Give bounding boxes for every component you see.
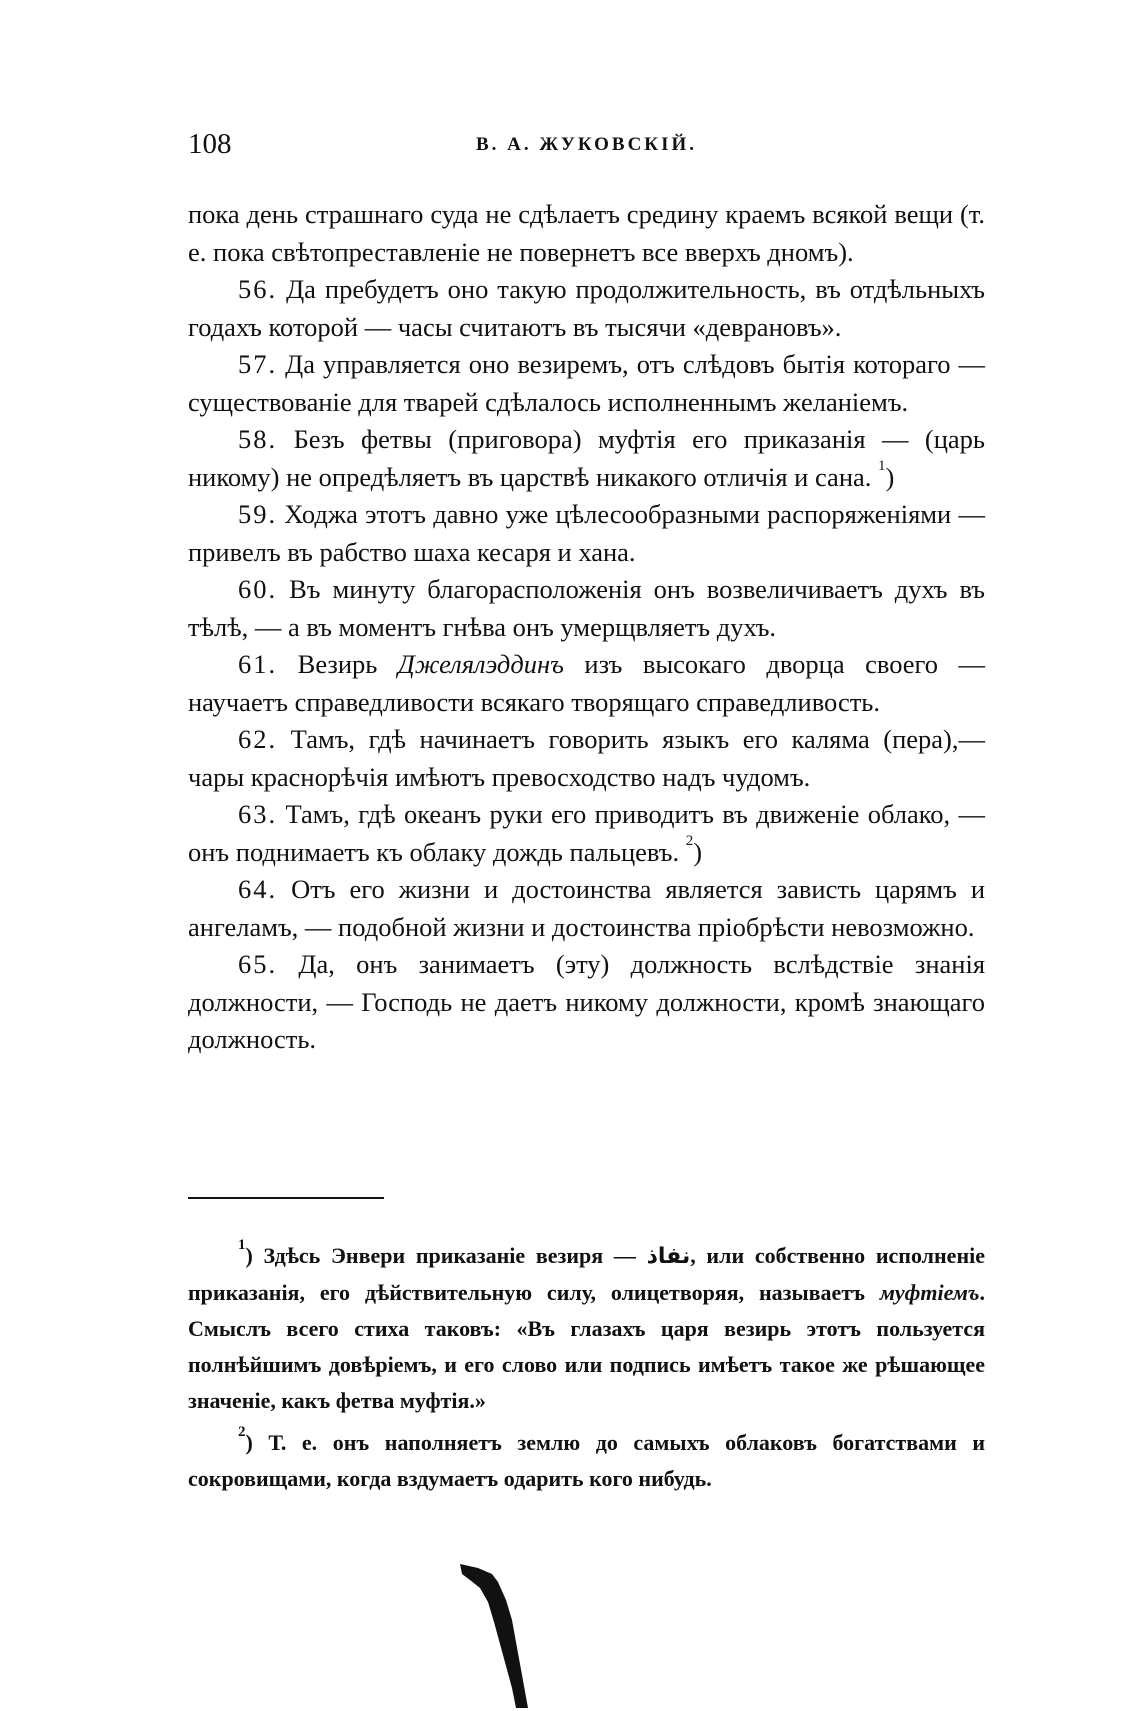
ink-blot-mark (458, 1560, 548, 1710)
footnote-text: , или собственно исполненіе приказанія, его дѣйствительную силу, олицетворяя, называетъ (188, 1243, 986, 1305)
footnote-text: ) Здѣсь Энвери приказаніе везиря — (245, 1243, 636, 1268)
verse-text: Да пребудетъ оно такую продолжительность, въ отдѣльныхъ годахъ которой — часы считаютъ въ тысячи «деврановъ». (188, 274, 986, 342)
footnote-ref-1[interactable]: 1 (878, 457, 886, 474)
verse-number: 56. (238, 274, 278, 304)
verse-text: Отъ его жизни и достоинства является зависть царямъ и ангеламъ, — подобной жизни и достоинства пріобрѣсти невозможно. (188, 874, 986, 942)
verse-number: 64. (238, 874, 278, 904)
verse-text: Безъ фетвы (приговора) муфтія его приказанія — (царь никому) не опредѣляетъ въ царствѣ никакого отличія и сана. (188, 424, 986, 492)
footnotes (188, 1238, 985, 1503)
page-number: 108 (188, 128, 232, 160)
footnote-divider (188, 1197, 384, 1199)
verse-56 (188, 271, 985, 346)
verse-61 (188, 646, 985, 721)
verse-text: Тамъ, гдѣ начинаетъ говорить языкъ его каляма (пера),— чары краснорѣчія имѣютъ превосходство надъ чудомъ. (188, 724, 985, 792)
verse-65 (188, 946, 985, 1059)
running-head: В. А. ЖУКОВСКІЙ. (475, 134, 698, 155)
footnote-italic-term: муфтіемъ (879, 1280, 980, 1305)
verse-64 (188, 871, 985, 946)
verse-63: 63. Тамъ, гдѣ океанъ руки его приводитъ въ движеніе облако, — онъ поднимаетъ къ облаку дождь пальцевъ. $^2$) (188, 799, 985, 867)
footnote-marker: 1 (238, 1237, 246, 1253)
verse-62 (188, 721, 985, 796)
verse-text: Тамъ, гдѣ океанъ руки его приводитъ въ движеніе облако, — онъ поднимаетъ къ облаку дождь пальцевъ. (188, 799, 985, 867)
verse-number: 60. (238, 574, 278, 604)
verse-text: изъ высокаго дворца своего — научаетъ справедливости всякаго творящаго справедливость. (188, 649, 986, 717)
verse-57 (188, 346, 985, 421)
footnote-1 (188, 1238, 985, 1419)
footnote-text: . Смыслъ всего стиха таковъ: «Въ глазахъ царя везирь этотъ пользуется полнѣйшимъ довѣріемъ, и его слово или подпись имѣетъ такое же рѣшающее значеніе, какъ фетва муфтія.» (188, 1280, 986, 1413)
verse-text: Ходжа этотъ давно уже цѣлесообразными распоряженіями — привелъ въ рабство шаха кесаря и хана. (188, 499, 985, 567)
verse-number: 57. (238, 349, 278, 379)
verse-number: 65. (238, 949, 278, 979)
vizier-name: Джелялэддинъ (397, 649, 564, 679)
verse-text: Да управляется оно везиремъ, отъ слѣдовъ бытія котораго — существованіе для тварей сдѣлалось исполненнымъ желаніемъ. (188, 349, 985, 417)
verse-number: 63. (238, 799, 278, 829)
verse-number: 59. (238, 499, 278, 529)
verse-number: 62. (238, 724, 278, 754)
verse-59 (188, 496, 985, 571)
verse-text: Везирь (297, 649, 378, 679)
verse-number: 58. (238, 424, 278, 454)
footnote-ref-2[interactable]: 2 (685, 832, 694, 849)
arabic-word: نفاذ (646, 1244, 691, 1269)
page-header (188, 128, 985, 168)
footnote-marker: 2 (238, 1424, 246, 1440)
footnote-2 (188, 1425, 985, 1497)
verse-60 (188, 571, 985, 646)
verse-text: Да, онъ занимаетъ (эту) должность вслѣдствіе знанія должности, — Господь не даетъ никому должности, кромѣ знающаго должность. (188, 949, 986, 1054)
footnote-text: ) Т. е. онъ наполняетъ землю до самыхъ облаковъ богатствами и сокровищами, когда вздумаетъ одарить кого нибудь. (188, 1430, 985, 1491)
verse-58: 58. Безъ фетвы (приговора) муфтія его приказанія — (царь никому) не опредѣляетъ въ царствѣ никакого отличія и сана. $^1$) (188, 424, 986, 492)
main-text (188, 196, 985, 1059)
verse-text: Въ минуту благорасположенія онъ возвеличиваетъ духъ въ тѣлѣ, — а въ моментъ гнѣва онъ умерщвляетъ духъ. (188, 574, 986, 642)
paragraph-continuation: пока день страшнаго суда не сдѣлаетъ средину краемъ всякой вещи (т. е. пока свѣтопреставленіе не повернетъ все вверхъ дномъ). (188, 199, 985, 267)
verse-number: 61. (238, 649, 278, 679)
